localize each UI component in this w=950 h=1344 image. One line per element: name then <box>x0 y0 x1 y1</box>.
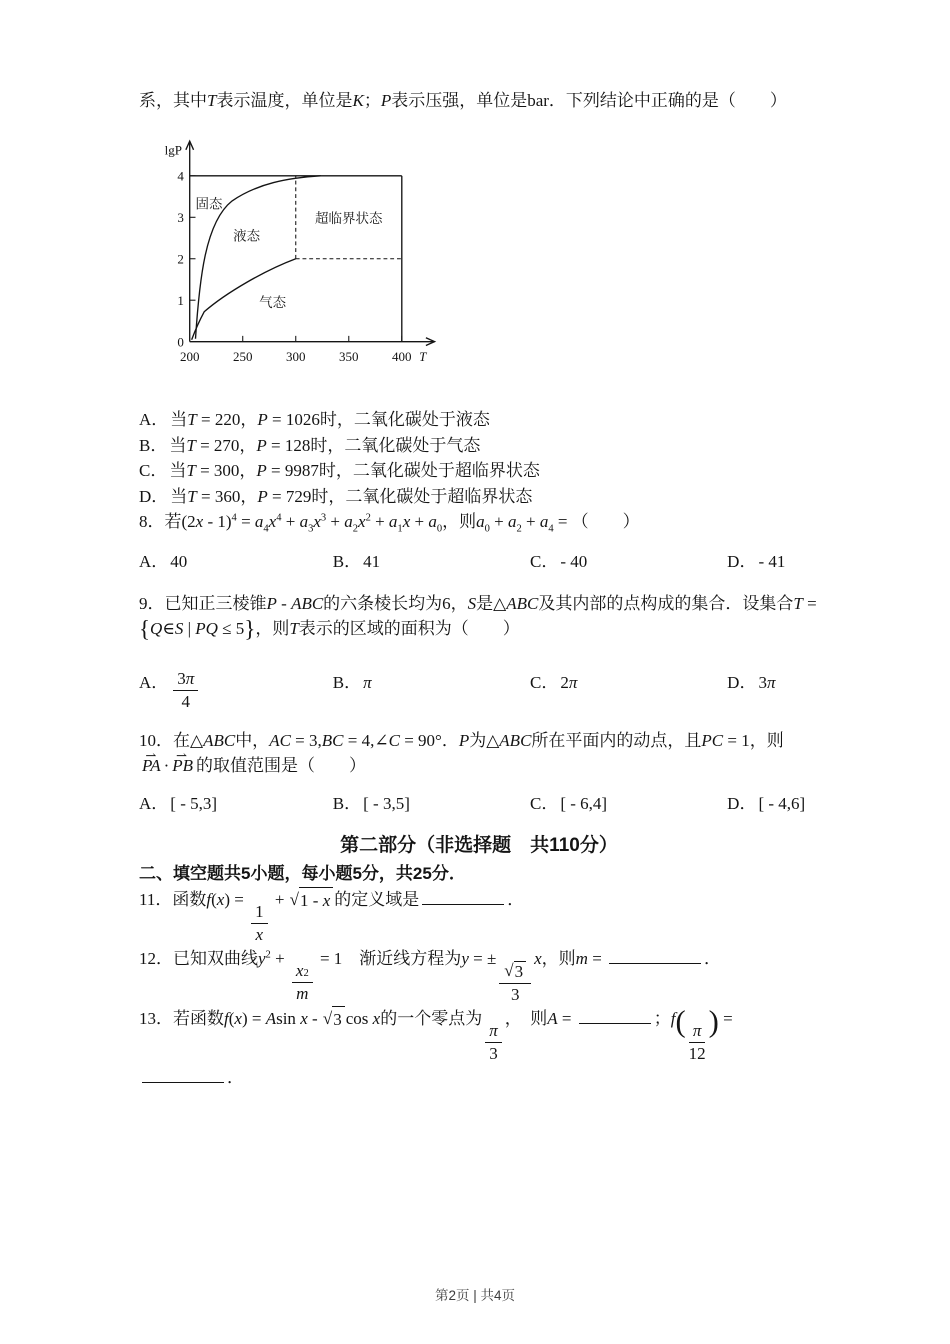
question-text: 已知双曲线$y^2$ + x $_2$ m = 1 渐近线方程为y = ± √ 3 3 x，则m = ． <box>173 949 721 968</box>
page-indicator: 第2页 | 共4页 <box>434 1288 516 1303</box>
region-label-gas: 气态 <box>259 294 287 310</box>
page-footer <box>0 1284 950 1304</box>
section2-title: 二、填空题共5小题，每小题5分，共25分． <box>139 863 466 883</box>
option-label: B． <box>332 552 362 572</box>
phase-diagram-figure <box>155 118 819 394</box>
option-label: A． <box>139 672 169 692</box>
region-label-supercritical: 超临界状态 <box>315 210 383 226</box>
y-tick-label: 0 <box>177 333 184 349</box>
question-number: 8． <box>139 512 165 531</box>
option-text: - 41 <box>758 552 786 572</box>
phase-diagram <box>155 118 477 386</box>
option-label: C． <box>139 461 168 480</box>
question-10-option-b <box>333 791 530 817</box>
question-8-stem <box>139 509 819 537</box>
question-number: 11． <box>139 890 173 910</box>
question-8-option-d <box>727 549 819 575</box>
x-tick-label: 350 <box>339 348 359 364</box>
option-label: B． <box>332 672 362 692</box>
option-label: C． <box>529 793 559 813</box>
question-8-options <box>139 549 819 575</box>
option-label: A． <box>139 552 169 572</box>
question-9-option-b <box>333 670 530 696</box>
option-text: 3 π 4 <box>170 654 201 712</box>
question-11 <box>139 886 819 945</box>
x-tick-label: 200 <box>179 348 200 364</box>
option-text: 40 <box>170 552 188 572</box>
x-tick-label: 250 <box>232 348 253 364</box>
option-text: 当T = 300，P = 9987时，二氧化碳处于超临界状态 <box>169 461 540 480</box>
question-7-option-a <box>139 407 819 433</box>
question-number: 10． <box>139 730 173 750</box>
question-number: 13． <box>139 1008 173 1028</box>
y-tick-label: 1 <box>177 292 184 308</box>
question-text: 函数f(x) = $\frac{1}{x}$ + √ 1 - x 的定义域是 ． <box>172 890 524 909</box>
y-tick-label: 4 <box>177 168 184 184</box>
option-text: [ - 6,4] <box>560 793 608 813</box>
question-12 <box>139 945 819 1005</box>
option-label: D． <box>139 486 169 506</box>
question-text: 若$(2x - 1)^4 = a_4x^4 + a_3x^3 + a_2x^2 + a_1x + a_0$，则$a_0 + a_2 + a_4$ = （ ） <box>164 512 640 535</box>
option-label: A． <box>139 793 169 813</box>
question-7-option-b <box>139 433 819 459</box>
option-label: C． <box>529 552 559 572</box>
question-13-continuation <box>139 1064 819 1090</box>
option-label: D． <box>727 672 757 692</box>
option-text: [ - 5,3] <box>170 793 218 813</box>
question-8-option-b <box>333 549 530 575</box>
page-content <box>139 88 819 1090</box>
question-13 <box>139 1005 819 1064</box>
x-tick-label: 300 <box>286 348 306 364</box>
axes <box>186 141 435 345</box>
question-7-stem-tail: 系，其中T表示温度，单位是K；P表示压强，单位是bar．下列结论中正确的是（ ） <box>139 91 787 110</box>
question-text: 已知正三棱锥P - ABC的六条棱长均为6，S是△ABC及其内部的点构成的集合．设集合T = {Q∈S | PQ ≤ 5}，则T表示的区域的面积为（ ） <box>139 593 817 642</box>
option-text: [ - 4,6] <box>758 793 806 813</box>
question-text: 在△ABC中，AC = 3,BC = 4,∠C = 90°．P为△ABC所在平面内的动点，且PC = 1，则PA ⇀ · PB ⇀ 的取值范围是（ ） <box>139 731 784 776</box>
option-text: 当T = 220，P = 1026时，二氧化碳处于液态 <box>170 410 490 429</box>
question-9-option-c <box>530 670 727 696</box>
question-10-stem <box>139 728 819 779</box>
question-10-option-a <box>139 791 333 817</box>
question-text: ． <box>139 1068 244 1087</box>
option-label: B． <box>332 793 362 813</box>
option-text: 3π <box>758 672 776 692</box>
x-tick-label: 400 <box>392 348 412 364</box>
question-7-option-d <box>139 484 819 510</box>
question-number: 9． <box>139 593 165 613</box>
option-text: π <box>363 672 372 692</box>
question-number: 12． <box>139 948 173 968</box>
question-10-option-c <box>530 791 727 817</box>
region-label-solid: 固态 <box>195 196 223 212</box>
region-labels <box>196 196 383 309</box>
option-text: - 40 <box>560 552 588 572</box>
option-label: B． <box>139 435 168 455</box>
option-text: 当T = 270，P = 128时，二氧化碳处于气态 <box>169 435 481 455</box>
y-axis-label: lgP <box>164 142 182 158</box>
option-text: 当T = 360，P = 729时，二氧化碳处于超临界状态 <box>170 486 533 506</box>
question-9-option-a <box>139 654 333 712</box>
question-9-options <box>139 654 819 712</box>
option-label: C． <box>529 672 559 692</box>
question-9-stem <box>139 591 819 642</box>
x-axis-label: T <box>419 348 427 364</box>
question-8-option-c <box>530 549 727 575</box>
question-7-option-c <box>139 458 819 484</box>
question-9-option-d <box>727 670 819 696</box>
option-label: D． <box>727 793 757 813</box>
option-text: 2π <box>560 672 578 692</box>
option-text: 41 <box>363 552 381 572</box>
region-label-liquid: 液态 <box>233 227 261 243</box>
y-tick-label: 2 <box>177 251 184 267</box>
question-text: 若函数f(x) = Asin x - √ 3 cos x的一个零点为 $\frac{\pi}{3}$ ， 则A = ；f( $\frac{\pi}{12}$ ) = <box>173 1004 733 1063</box>
question-10-options <box>139 791 819 817</box>
y-tick-label: 3 <box>177 209 184 225</box>
question-10-option-d <box>727 791 819 817</box>
question-8-option-a <box>139 549 333 575</box>
option-label: A． <box>139 410 169 429</box>
option-text: [ - 3,5] <box>363 793 410 813</box>
option-label: D． <box>727 552 757 572</box>
part2-header: 第二部分（非选择题 共110分） <box>340 835 618 857</box>
